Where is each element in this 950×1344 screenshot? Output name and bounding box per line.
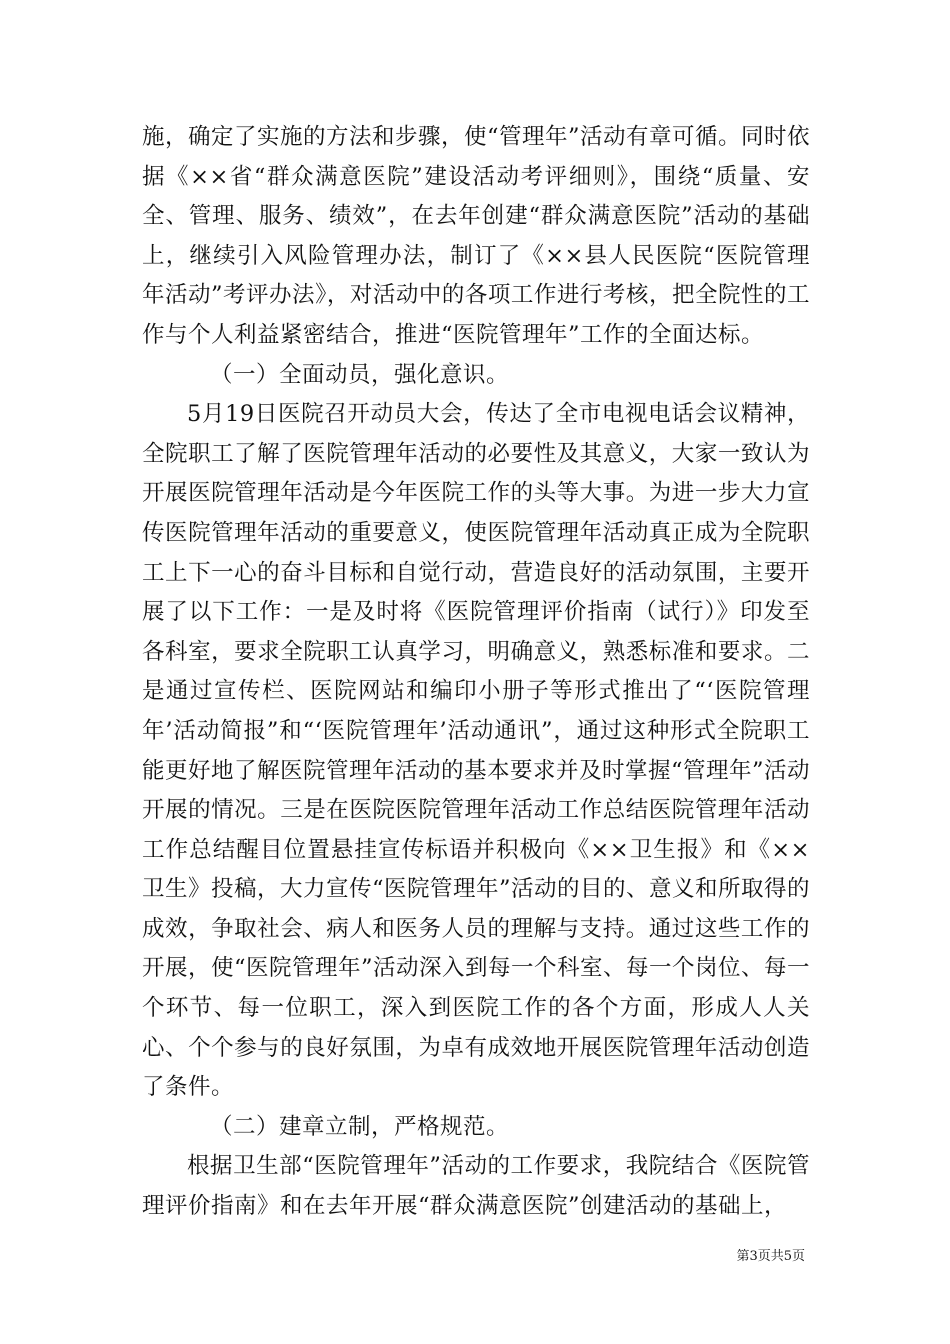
section-heading-2: （二）建章立制，严格规范。 xyxy=(210,1113,510,1140)
paragraph-regulations: 根据卫生部“医院管理年”活动的工作要求，我院结合《医院管理评价指南》和在去年开展“群众满意医院”创建活动的基础上， xyxy=(142,1153,810,1220)
paragraph-continuation: 施，确定了实施的方法和步骤，使“管理年”活动有章可循。同时依据《××省“群众满意医院”建设活动考评细则》，围绕“质量、安全、管理、服务、绩效”，在去年创建“群众满意医院”活动的基础上，继续引入风险管理办法，制订了《××县人民医院“医院管理年活动”考评办法》，对活动中的各项工作进行考核，把全院性的工作与个人利益紧密结合，推进“医院管理年”工作的全面达标。 xyxy=(142,124,811,348)
section-heading-1: （一）全面动员，强化意识。 xyxy=(210,361,510,388)
document-body xyxy=(142,118,810,1227)
page-number-footer: 第3页共5页 xyxy=(736,1249,805,1264)
paragraph-mobilization: 5月19日医院召开动员大会，传达了全市电视电话会议精神，全院职工了解了医院管理年活动的必要性及其意义，大家一致认为开展医院管理年活动是今年医院工作的头等大事。为进一步大力宣传医院管理年活动的重要意义，使医院管理年活动真正成为全院职工上下一心的奋斗目标和自觉行动，营造良好的活动氛围，主要开展了以下工作：一是及时将《医院管理评价指南（试行）》印发至各科室，要求全院职工认真学习，明确意义，熟悉标准和要求。二是通过宣传栏、医院网站和编印小册子等形式推出了“‘医院管理年’活动简报”和“‘医院管理年’活动通讯”，通过这种形式全院职工能更好地了解医院管理年活动的基本要求并及时掌握“管理年”活动开展的情况。三是在医院医院管理年活动工作总结医院管理年活动工作总结醒目位置悬挂宣传标语并积极向《××卫生报》和《××卫生》投稿，大力宣传“医院管理年”活动的目的、意义和所取得的成效，争取社会、病人和医务人员的理解与支持。通过这些工作的开展，使“医院管理年”活动深入到每一个科室、每一个岗位、每一个环节、每一位职工，深入到医院工作的各个方面，形成人人关心、个个参与的良好氛围，为卓有成效地开展医院管理年活动创造了条件。 xyxy=(142,401,811,1101)
